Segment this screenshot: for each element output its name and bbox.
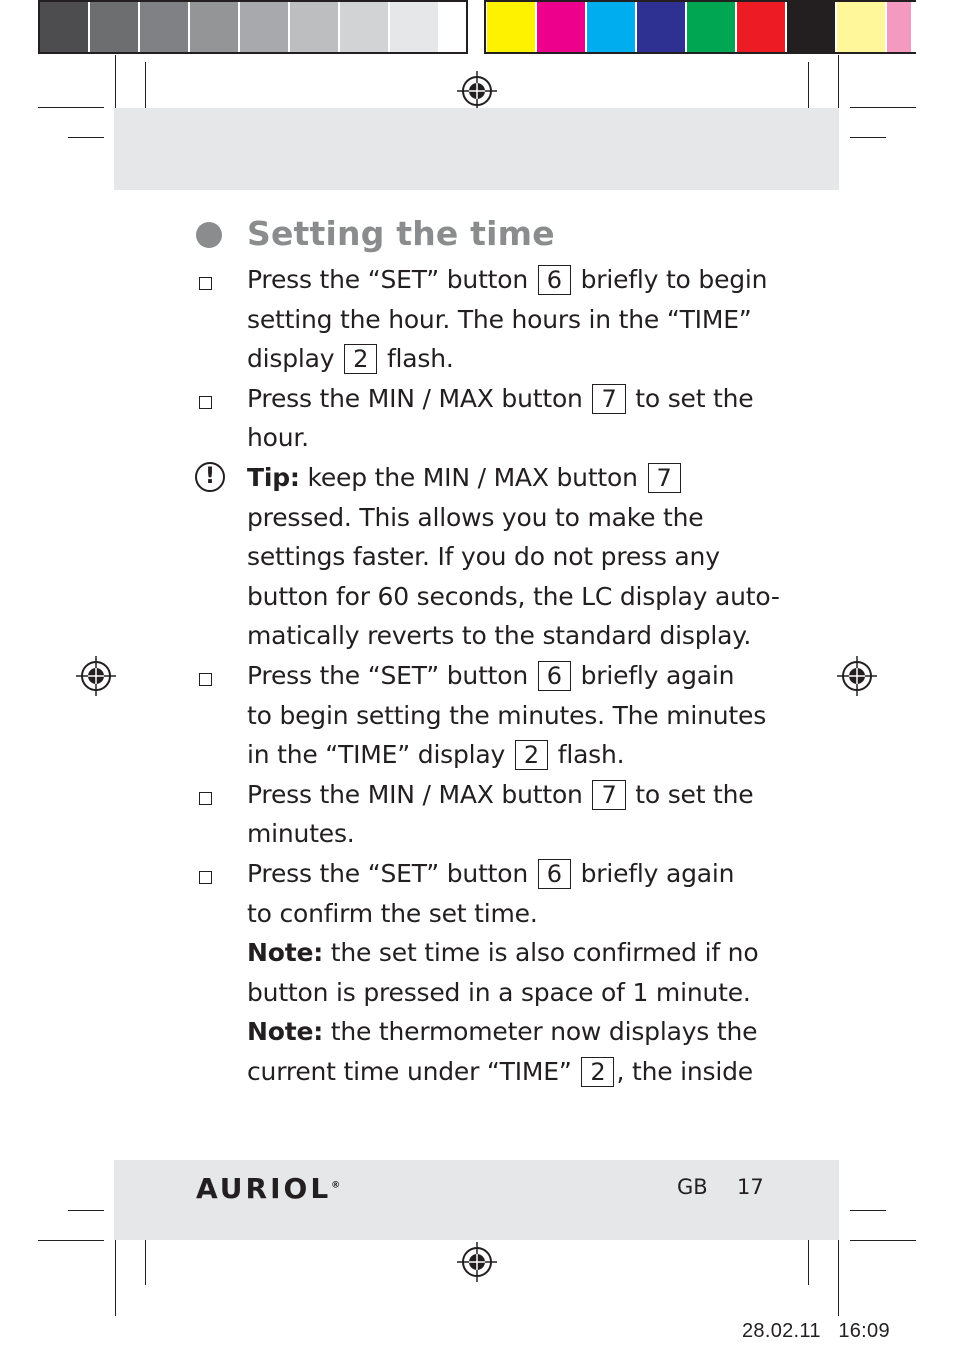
text-line xyxy=(247,740,624,770)
line-text: button is pressed in a space of 1 minute. xyxy=(247,977,751,1007)
component-reference-number: 6 xyxy=(538,661,571,691)
line-text: briefly again xyxy=(572,859,735,888)
step-checkbox-icon xyxy=(199,277,212,290)
component-reference-number: 6 xyxy=(538,859,571,889)
note-line xyxy=(247,1057,753,1087)
line-text: to set the xyxy=(627,383,754,413)
text-line xyxy=(247,305,752,335)
text-line xyxy=(247,701,766,731)
gray-swatch-frame xyxy=(38,0,468,54)
line-text: minutes. xyxy=(247,819,355,849)
tip-line xyxy=(247,542,720,572)
heading-bullet-icon xyxy=(196,222,222,248)
tip-line xyxy=(247,463,683,493)
line-text: display xyxy=(247,344,343,374)
text-line xyxy=(247,384,754,414)
line-text: current time under “TIME” xyxy=(247,1057,580,1086)
line-text: pressed. This allows you to make the xyxy=(247,502,704,532)
step-checkbox-icon xyxy=(199,396,212,409)
brand-name: AURIOL xyxy=(196,1172,332,1205)
line-text: , the inside xyxy=(616,1057,753,1086)
text-line xyxy=(247,819,355,849)
step-checkbox-icon xyxy=(199,673,212,686)
component-reference-number: 7 xyxy=(648,463,681,493)
text-line xyxy=(247,899,538,929)
line-text: Press the MIN / MAX button xyxy=(247,779,591,809)
line-text: Press the “SET” button xyxy=(247,265,536,294)
note-line xyxy=(247,978,751,1008)
text-line xyxy=(247,780,754,810)
line-text: keep the MIN / MAX button xyxy=(299,463,646,492)
step-checkbox-icon xyxy=(199,792,212,805)
text-line xyxy=(247,265,767,295)
line-text: Press the “SET” button xyxy=(247,661,536,690)
line-text: the set time is also confirmed if no xyxy=(323,938,759,968)
text-line xyxy=(247,344,454,374)
text-line xyxy=(247,859,734,889)
line-text: flash. xyxy=(549,740,625,770)
registration-mark-icon xyxy=(457,1242,497,1282)
component-reference-number: 2 xyxy=(515,740,548,770)
exclamation-icon: ! xyxy=(195,462,225,492)
component-reference-number: 2 xyxy=(581,1057,614,1087)
color-swatch-frame xyxy=(484,0,916,54)
line-text: briefly again xyxy=(572,661,735,690)
line-text: briefly to begin xyxy=(572,265,768,294)
registration-mark-icon xyxy=(457,71,497,111)
line-text: hour. xyxy=(247,423,309,453)
line-text: Press the “SET” button xyxy=(247,859,536,888)
page-number: 17 xyxy=(737,1175,764,1199)
text-line xyxy=(247,423,309,453)
line-text: setting the hour. The hours in the “TIME” xyxy=(247,304,752,334)
section-title: Setting the time xyxy=(247,214,555,253)
component-reference-number: 2 xyxy=(344,344,377,374)
registered-mark: ® xyxy=(331,1180,341,1191)
text-line xyxy=(247,661,734,691)
print-timestamp: 28.02.11 16:09 xyxy=(742,1320,890,1342)
registration-mark-icon xyxy=(76,656,116,696)
registration-mark-icon xyxy=(837,656,877,696)
language-code: GB xyxy=(677,1175,708,1199)
header-band xyxy=(114,108,839,190)
note-line xyxy=(247,938,758,968)
tip-line xyxy=(247,503,703,533)
component-reference-number: 6 xyxy=(538,265,571,295)
line-text: Press the MIN / MAX button xyxy=(247,383,591,413)
tip-line xyxy=(247,621,751,651)
line-text: settings faster. If you do not press any xyxy=(247,542,720,572)
step-checkbox-icon xyxy=(199,871,212,884)
line-text: to set the xyxy=(627,779,754,809)
component-reference-number: 7 xyxy=(592,780,625,810)
note-label: Note: xyxy=(247,1017,324,1047)
tip-label: Tip: xyxy=(247,463,300,492)
line-text: to confirm the set time. xyxy=(247,898,538,928)
brand-logo xyxy=(196,1172,340,1205)
component-reference-number: 7 xyxy=(592,384,625,414)
line-text: to begin setting the minutes. The minutes xyxy=(247,700,767,730)
tip-line xyxy=(247,582,780,612)
line-text: in the “TIME” display xyxy=(247,740,513,770)
note-line xyxy=(247,1017,757,1047)
line-text: the thermometer now displays the xyxy=(323,1017,758,1047)
note-label: Note: xyxy=(247,938,324,968)
line-text: matically reverts to the standard display. xyxy=(247,621,752,651)
line-text: flash. xyxy=(379,344,454,374)
line-text: button for 60 seconds, the LC display auto- xyxy=(247,581,780,611)
